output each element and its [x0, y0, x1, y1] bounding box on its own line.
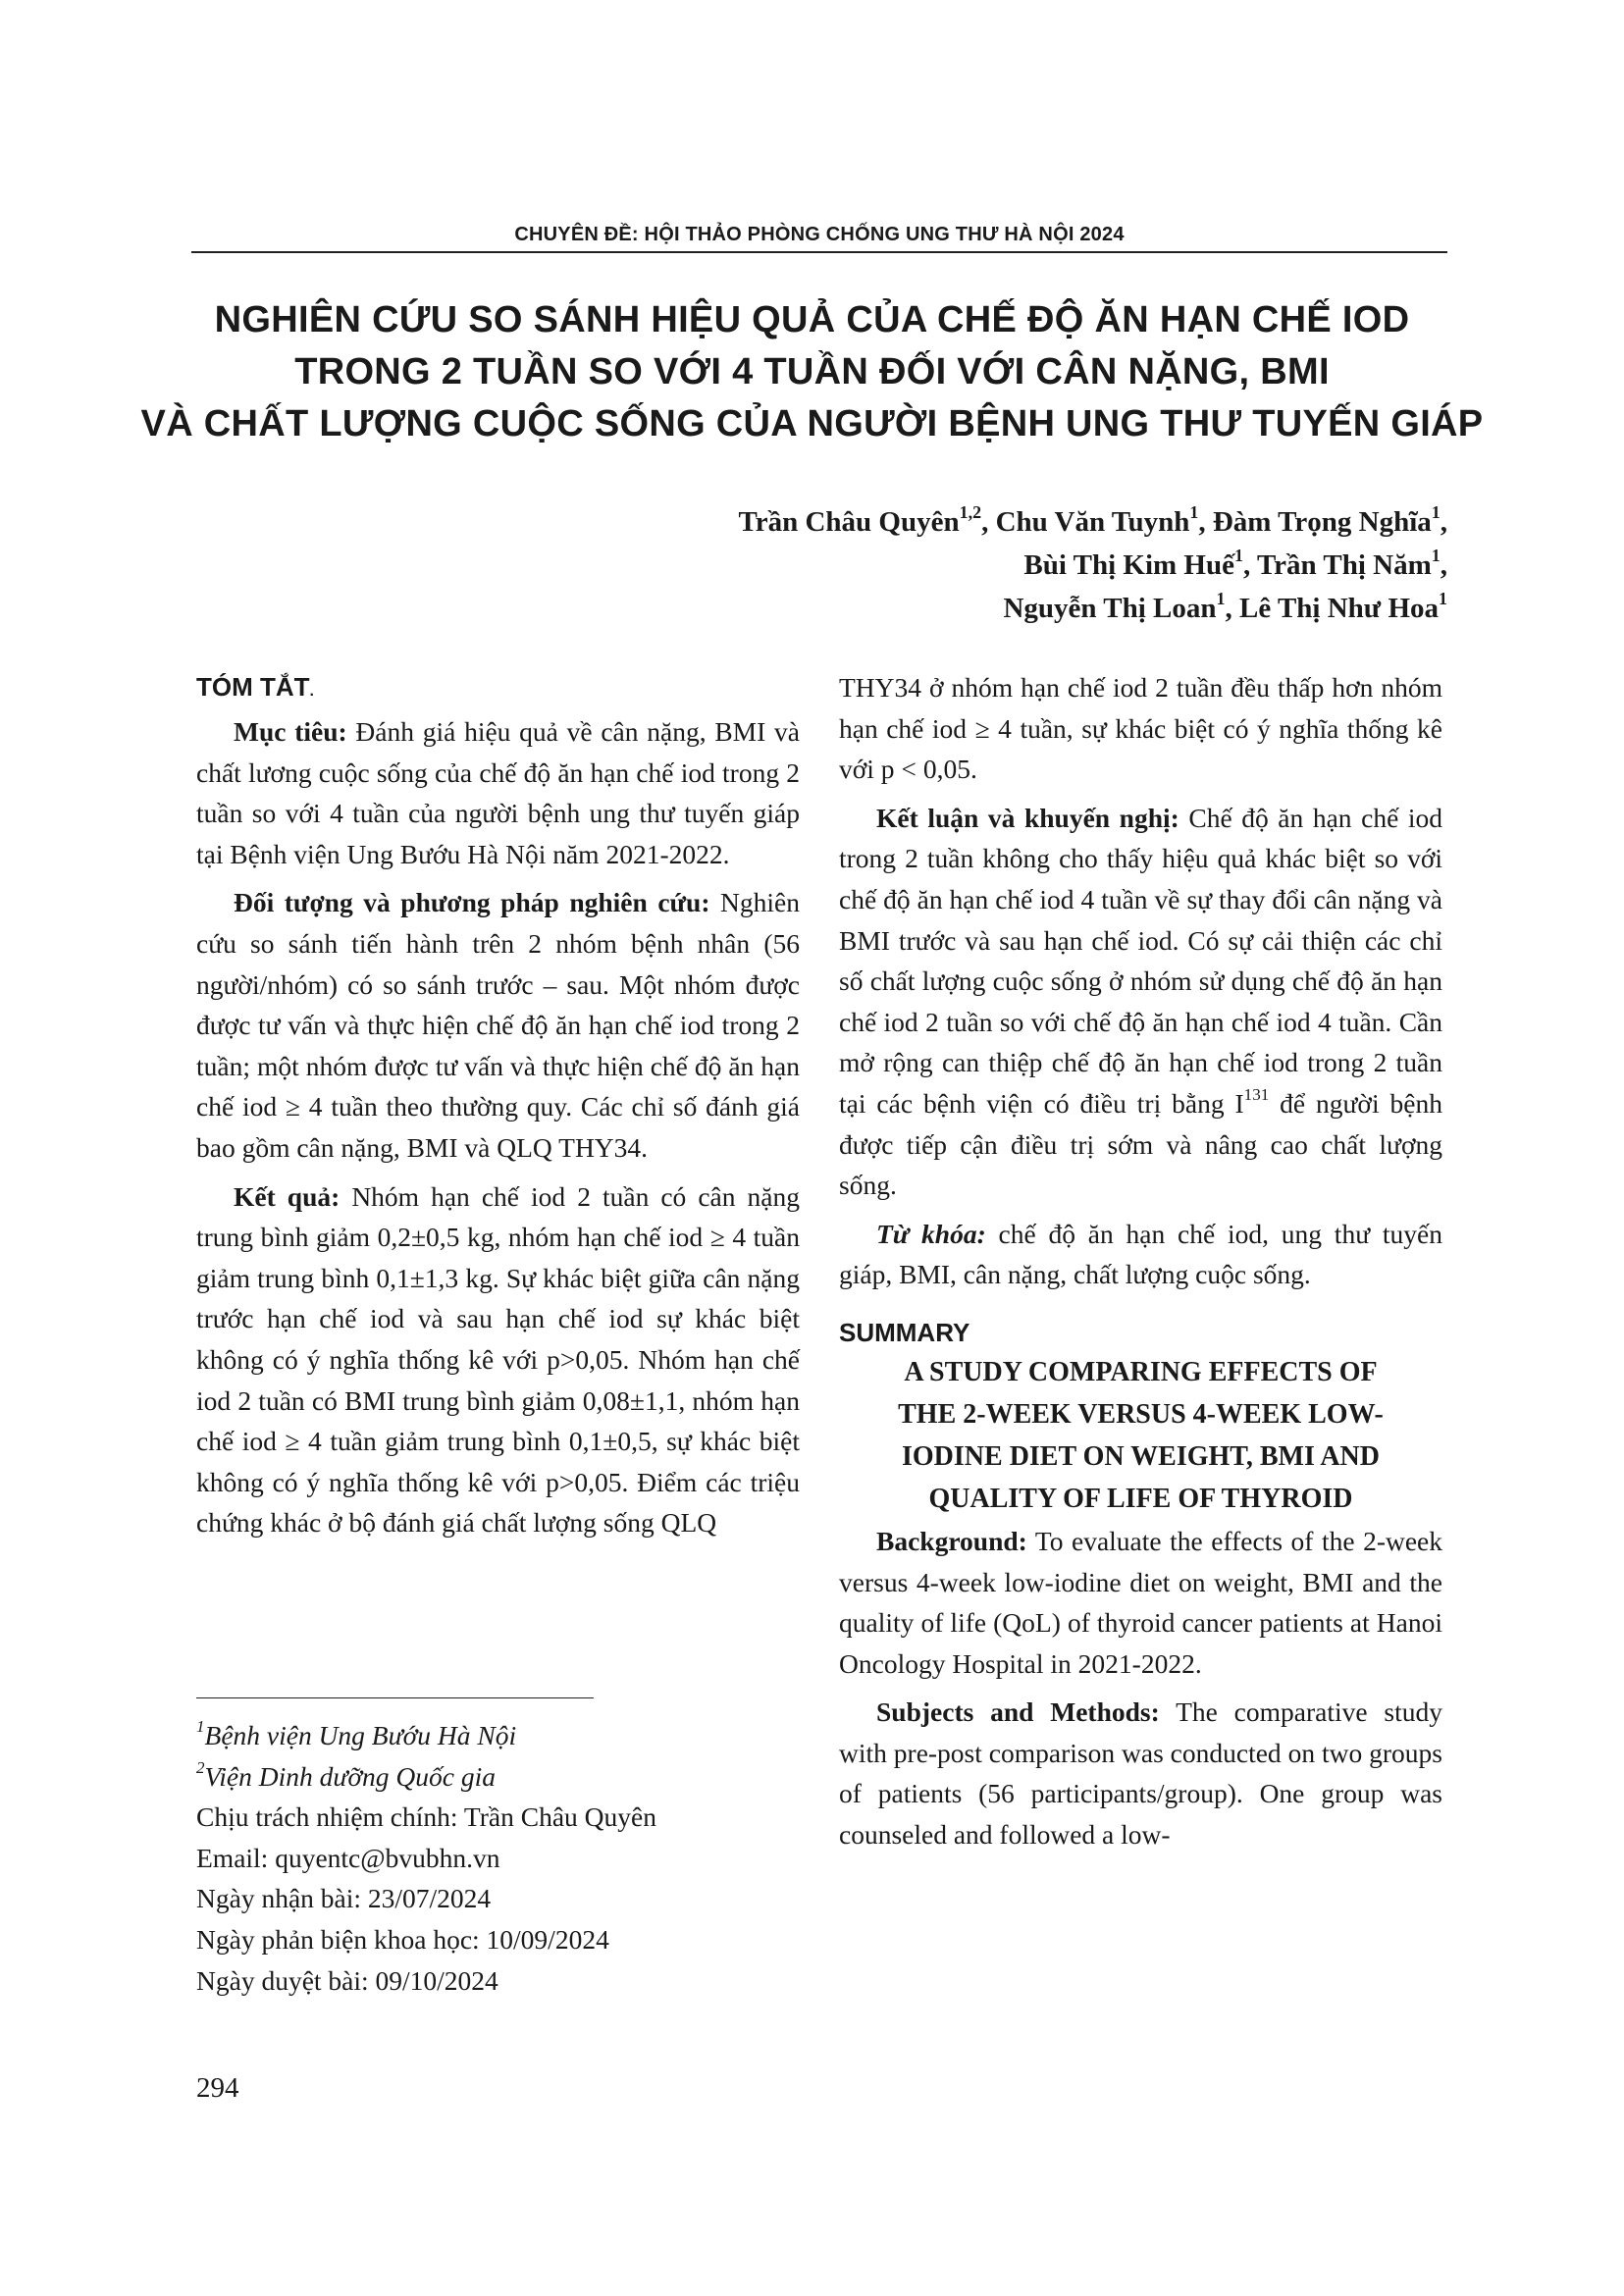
- abstract-methods: [196, 882, 800, 1168]
- english-title-line: A STUDY COMPARING EFFECTS OF: [904, 1356, 1378, 1387]
- footnote-marker: 1: [196, 1717, 205, 1737]
- author-line: Trần Châu Quyên$^{1,2}$, Chu Văn Tuynh$^1$, Đàm Trọng Nghĩa$^1$,: [738, 501, 1447, 538]
- abstract-objective: [196, 711, 800, 874]
- article-title: [137, 294, 1487, 450]
- summary-background: [839, 1521, 1442, 1684]
- footnotes: [196, 1715, 800, 2001]
- isotope-superscript: 131: [1243, 1085, 1270, 1105]
- author-affiliation: 1: [1431, 545, 1441, 565]
- author-name: Bùi Thị Kim Huế: [1023, 549, 1234, 581]
- header-rule: [191, 251, 1447, 253]
- right-column: [839, 667, 1442, 1863]
- results-continuation: THY34 ở nhóm hạn chế iod 2 tuần đều thấp hơn nhóm hạn chế iod ≥ 4 tuần, sự khác biệt có ý nghĩa thống kê với p < 0,05.: [839, 672, 1442, 785]
- author-affiliation: 1: [1189, 501, 1199, 522]
- author-name: Lê Thị Như Hoa: [1239, 593, 1440, 624]
- author-affiliation: 1: [1431, 501, 1441, 522]
- results-label: Kết quả:: [234, 1180, 341, 1212]
- background-text: To evaluate the effects of the 2-week versus 4-week low-iodine diet on weight, BMI and the quality of life (QoL) of thyroid cancer patients at Hanoi Oncology Hospital in 2021-2022.: [839, 1525, 1442, 1679]
- author-line: Nguyễn Thị Loan$^1$, Lê Thị Như Hoa$^1$: [1003, 588, 1447, 624]
- author-affiliation: 1: [1234, 545, 1243, 565]
- summary-heading: SUMMARY: [839, 1317, 970, 1347]
- background-label: Background:: [876, 1525, 1027, 1556]
- responsible-author: Chịu trách nhiệm chính: Trần Châu Quyên: [196, 1801, 656, 1833]
- conclusion-text: Chế độ ăn hạn chế iod trong 2 tuần không cho thấy hiệu quả khác biệt so với chế độ ăn hạn chế iod 4 tuần về sự thay đổi cân nặng và BMI trước và sau hạn chế iod. Có sự cải thiện các chỉ số chất lượng cuộc sống ở nhóm sử dụng chế độ ăn hạn chế iod 2 tuần so với chế độ ăn hạn chế iod 4 tuần. Cần mở rộng can thiệp chế độ ăn hạn chế iod trong 2 tuần tại các bệnh viện có điều trị bằng I: [839, 802, 1442, 1119]
- title-line: VÀ CHẤT LƯỢNG CUỘC SỐNG CỦA NGƯỜI BỆNH UNG THƯ TUYẾN GIÁP: [140, 403, 1484, 444]
- keywords-text: chế độ ăn hạn chế iod, ung thư tuyến giáp, BMI, cân nặng, chất lượng cuộc sống.: [839, 1218, 1442, 1290]
- author-name: Đàm Trọng Nghĩa: [1212, 506, 1432, 538]
- methods-text: Nghiên cứu so sánh tiến hành trên 2 nhóm bệnh nhân (56 người/nhóm) có so sánh trước – sau. Một nhóm được được tư vấn và thực hiện chế độ ăn hạn chế iod trong 2 tuần; một nhóm được tư vấn và thực hiện chế độ ăn hạn chế iod ≥ 4 tuần theo thường quy. Các chỉ số đánh giá bao gồm cân nặng, BMI và QLQ THY34.: [196, 887, 800, 1163]
- affiliation-text: Viện Dinh dưỡng Quốc gia: [204, 1760, 496, 1792]
- conclusion-label: Kết luận và khuyến nghị:: [876, 802, 1179, 833]
- english-title-line: THE 2-WEEK VERSUS 4-WEEK LOW-: [898, 1398, 1384, 1430]
- summary-methods-text: The comparative study with pre-post comparison was conducted on two groups of patients (56 participants/group). One group was counseled and followed a low-: [839, 1696, 1442, 1851]
- abstract-conclusion: [839, 798, 1442, 1206]
- author-list: [739, 500, 1447, 630]
- summary-methods-label: Subjects and Methods:: [876, 1696, 1160, 1728]
- english-title-line: QUALITY OF LIFE OF THYROID: [928, 1483, 1353, 1514]
- author-name: Chu Văn Tuynh: [995, 506, 1190, 538]
- footnote-marker: 2: [196, 1757, 205, 1777]
- methods-label: Đối tượng và phương pháp nghiên cứu:: [234, 887, 710, 918]
- abstract-heading: [196, 667, 800, 711]
- running-header: CHUYÊN ĐỀ: HỘI THẢO PHÒNG CHỐNG UNG THƯ HÀ NỘI 2024: [514, 224, 1125, 245]
- objective-text: Đánh giá hiệu quả về cân nặng, BMI và chất lương cuộc sống của chế độ ăn hạn chế iod trong 2 tuần so với 4 tuần của người bệnh ung thư tuyến giáp tại Bệnh viện Ung Bướu Hà Nội năm 2021-2022.: [196, 716, 800, 869]
- abstract-heading-text: TÓM TẮT: [196, 672, 310, 702]
- affiliation-text: Bệnh viện Ung Bướu Hà Nội: [204, 1720, 517, 1750]
- keywords-label: Từ khóa:: [876, 1218, 986, 1249]
- title-line: TRONG 2 TUẦN SO VỚI 4 TUẦN ĐỐI VỚI CÂN NẶNG, BMI: [294, 351, 1330, 392]
- received-date: Ngày nhận bài: 23/07/2024: [196, 1883, 492, 1914]
- results-text: Nhóm hạn chế iod 2 tuần có cân nặng trung bình giảm 0,2±0,5 kg, nhóm hạn chế iod ≥ 4 tuần giảm trung bình 0,1±1,3 kg. Sự khác biệt giữa cân nặng trước hạn chế iod và sau hạn chế iod sự khác biệt không có ý nghĩa thống kê với p>0,05. Nhóm hạn chế iod 2 tuần có BMI trung bình giảm 0,08±1,1, nhóm hạn chế iod ≥ 4 tuần giảm trung bình 0,1±0,5, sự khác biệt không có ý nghĩa thống kê với p>0,05. Điểm các triệu chứng khác ở bộ đánh giá chất lượng sống QLQ: [196, 1180, 800, 1539]
- english-title-line: IODINE DIET ON WEIGHT, BMI AND: [902, 1440, 1380, 1472]
- english-title: [839, 1352, 1442, 1519]
- author-name: Trần Châu Quyên: [738, 506, 960, 538]
- author-name: Nguyễn Thị Loan: [1003, 593, 1217, 624]
- review-date: Ngày phản biện khoa học: 10/09/2024: [196, 1923, 609, 1955]
- summary-methods: [839, 1692, 1442, 1854]
- affiliation-footnote: [196, 1756, 800, 1798]
- affiliation-footnote: [196, 1715, 800, 1756]
- title-line: NGHIÊN CỨU SO SÁNH HIỆU QUẢ CỦA CHẾ ĐỘ ĂN HẠN CHẾ IOD: [214, 299, 1410, 340]
- author-name: Trần Thị Năm: [1256, 549, 1432, 581]
- accepted-date: Ngày duyệt bài: 09/10/2024: [196, 1964, 498, 1996]
- author-line: Bùi Thị Kim Huế$^1$, Trần Thị Năm$^1$,: [1023, 545, 1447, 581]
- footnote-rule: [196, 1697, 594, 1698]
- abstract-heading-dot: .: [309, 683, 314, 700]
- left-column: [196, 667, 800, 1551]
- abstract-results: [196, 1176, 800, 1543]
- author-affiliation: 1: [1216, 588, 1226, 608]
- page-number: 294: [196, 2072, 239, 2104]
- email: Email: quyentc@bvubhn.vn: [196, 1842, 500, 1873]
- abstract-keywords: [839, 1214, 1442, 1295]
- author-affiliation: 1: [1439, 588, 1447, 608]
- author-affiliation: 1,2: [959, 501, 982, 522]
- objective-label: Mục tiêu:: [234, 716, 347, 747]
- conclusion-text-end: để người bệnh được tiếp cận điều trị sớm và nâng cao chất lượng sống.: [839, 1087, 1442, 1201]
